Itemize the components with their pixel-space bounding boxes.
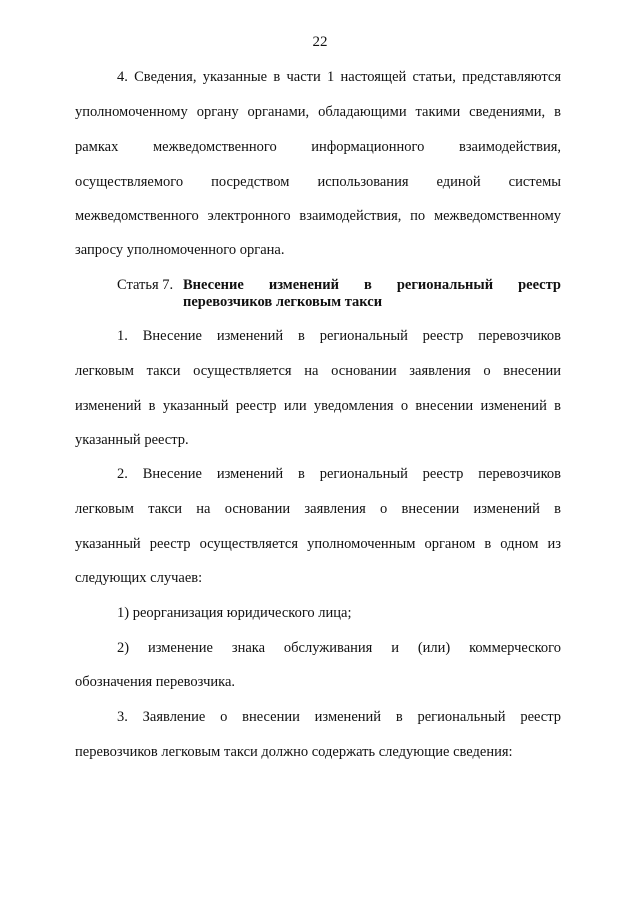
paragraph-line: межведомственного электронного взаимодействия, по межведомственному: [75, 208, 561, 224]
paragraph-line: 2. Внесение изменений в региональный реестр перевозчиков: [117, 466, 561, 482]
paragraph-line: 1. Внесение изменений в региональный реестр перевозчиков: [117, 328, 561, 344]
paragraph-line: легковым такси на основании заявления о внесении изменений в: [75, 501, 561, 517]
paragraph-line: легковым такси осуществляется на основании заявления о внесении: [75, 363, 561, 379]
paragraph-line: рамках межведомственного информационного взаимодействия,: [75, 139, 561, 155]
article-label: Статья 7.: [117, 277, 174, 293]
paragraph-line: указанный реестр осуществляется уполномоченным органом в одном из: [75, 536, 561, 552]
paragraph-line: следующих случаев:: [75, 570, 203, 586]
paragraph-line: запросу уполномоченного органа.: [75, 242, 285, 258]
paragraph-line: уполномоченному органу органами, обладающими такими сведениями, в: [75, 104, 561, 120]
paragraph-line: обозначения перевозчика.: [75, 674, 236, 690]
page-number: 22: [312, 34, 328, 50]
paragraph-line: указанный реестр.: [75, 432, 189, 448]
paragraph-line: 3. Заявление о внесении изменений в региональный реестр: [117, 709, 561, 725]
paragraph-line: 4. Сведения, указанные в части 1 настоящей статьи, представляются: [117, 69, 561, 85]
paragraph-line: осуществляемого посредством использования единой системы: [75, 174, 561, 190]
article-title-line: Внесение изменений в региональный реестр: [183, 277, 561, 293]
paragraph-line: перевозчиков легковым такси должно содержать следующие сведения:: [75, 744, 513, 760]
list-item: 2) изменение знака обслуживания и (или) коммерческого: [117, 640, 561, 656]
article-title-line: перевозчиков легковым такси: [183, 294, 383, 310]
list-item: 1) реорганизация юридического лица;: [117, 605, 352, 621]
paragraph-line: изменений в указанный реестр или уведомления о внесении изменений в: [75, 398, 561, 414]
